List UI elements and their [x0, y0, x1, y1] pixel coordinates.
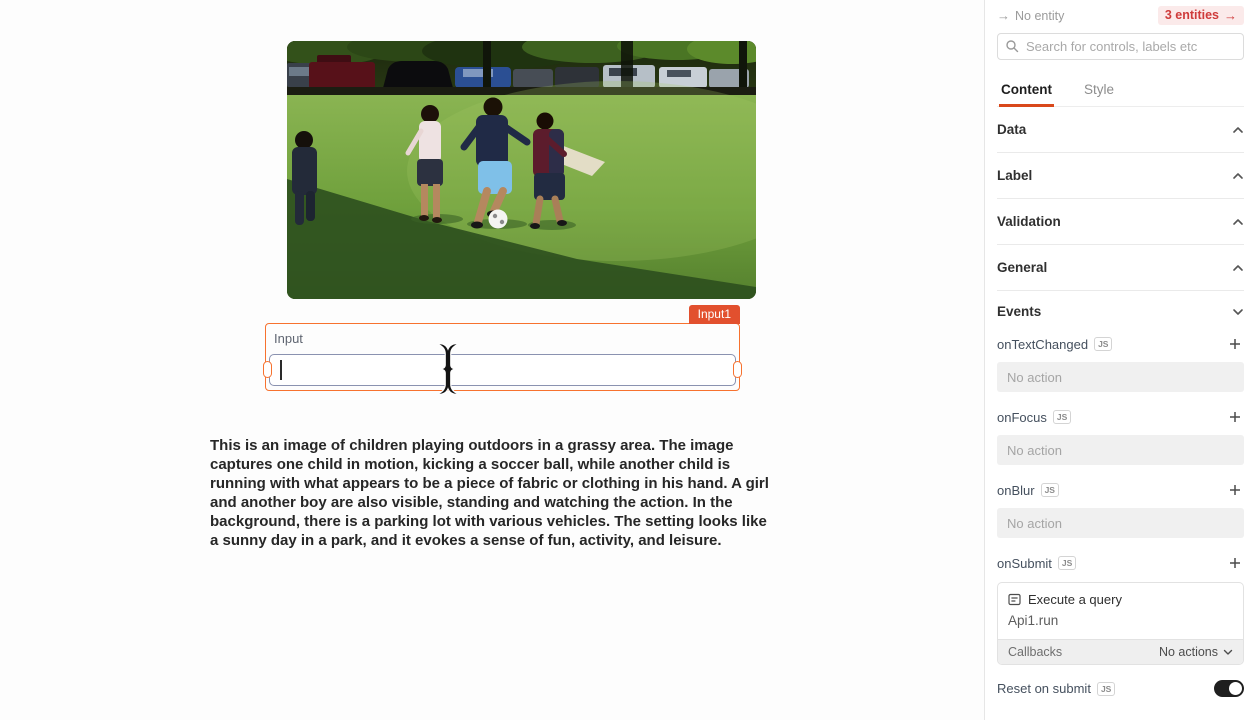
plus-icon — [1229, 338, 1241, 350]
ibeam-cursor-icon — [430, 341, 466, 397]
section-validation[interactable]: Validation — [997, 199, 1244, 245]
event-label: onFocus — [997, 409, 1047, 425]
event-onsubmit — [997, 554, 1244, 572]
js-badge[interactable]: JS — [1097, 682, 1115, 696]
text-input-field[interactable] — [269, 354, 736, 386]
section-data[interactable]: Data — [997, 107, 1244, 153]
text-caret — [280, 360, 282, 380]
event-label: onTextChanged — [997, 336, 1089, 352]
event-onfocus — [997, 408, 1244, 426]
widget-name-tag[interactable]: Input1 — [689, 305, 740, 324]
reset-on-submit-row — [997, 680, 1244, 697]
resize-handle-left[interactable] — [263, 361, 272, 378]
ontextchanged-no-action[interactable]: No action — [997, 362, 1244, 392]
entities-count-label: 3 entities — [1164, 8, 1219, 22]
no-entity-link[interactable] — [997, 9, 1064, 23]
no-entity-label: No entity — [1015, 8, 1065, 23]
section-label[interactable]: Label — [997, 153, 1244, 199]
event-onblur — [997, 481, 1244, 499]
callbacks-label: Callbacks — [1008, 645, 1063, 659]
entities-count-link[interactable] — [1158, 6, 1244, 25]
callbacks-dropdown[interactable]: No actions — [1159, 645, 1233, 659]
plus-icon — [1229, 411, 1241, 423]
onfocus-no-action[interactable]: No action — [997, 435, 1244, 465]
resize-handle-right[interactable] — [733, 361, 742, 378]
event-ontextchanged — [997, 335, 1244, 353]
event-label: onSubmit — [997, 555, 1052, 571]
section-events[interactable]: Events — [997, 304, 1244, 319]
chevron-down-icon — [1232, 308, 1244, 316]
property-search — [997, 33, 1244, 60]
arrow-right-icon: → — [997, 8, 1010, 23]
toggle-knob — [1229, 682, 1242, 695]
search-icon — [1005, 39, 1019, 53]
photo-children-playing — [287, 41, 756, 299]
chevron-down-icon — [1223, 649, 1233, 656]
input-widget-label: Input — [274, 331, 303, 346]
onblur-no-action[interactable]: No action — [997, 508, 1244, 538]
chevron-up-icon — [1232, 264, 1244, 272]
event-label: onBlur — [997, 482, 1035, 498]
arrow-right-icon: → — [1224, 7, 1237, 23]
chevron-up-icon — [1232, 126, 1244, 134]
js-badge[interactable]: JS — [1041, 483, 1059, 497]
js-badge[interactable]: JS — [1058, 556, 1076, 570]
input-widget-selection[interactable] — [265, 307, 740, 391]
add-action-button[interactable] — [1226, 554, 1244, 572]
action-target-label: Api1.run — [1008, 613, 1059, 628]
tab-content[interactable]: Content — [1001, 76, 1052, 106]
js-badge[interactable]: JS — [1094, 337, 1112, 351]
action-type-label: Execute a query — [1028, 592, 1122, 607]
callbacks-row[interactable] — [998, 639, 1243, 664]
pane-tabs — [997, 76, 1244, 107]
section-general[interactable]: General — [997, 245, 1244, 291]
tab-style[interactable]: Style — [1084, 82, 1115, 97]
onsubmit-action-card[interactable] — [997, 582, 1244, 665]
image-description-text: This is an image of children playing outdoors in a grassy area. The image captures one child in motion, kicking a soccer ball, while another child is running with what appears to be a piece of fabric or clothing in his hand. A girl and another boy are also visible, standing and watching the action. In the background, there is a parking lot with various vehicles. The setting looks like a sunny day in a park, and it evokes a sense of fun, activity, and leisure. — [210, 437, 769, 549]
reset-on-submit-label: Reset on submit — [997, 681, 1091, 696]
add-action-button[interactable] — [1226, 481, 1244, 499]
image-widget[interactable] — [287, 41, 756, 299]
plus-icon — [1229, 484, 1241, 496]
js-badge[interactable]: JS — [1053, 410, 1071, 424]
add-action-button[interactable] — [1226, 335, 1244, 353]
chevron-up-icon — [1232, 218, 1244, 226]
plus-icon — [1229, 557, 1241, 569]
entity-navigation — [997, 6, 1244, 25]
search-input[interactable] — [997, 33, 1244, 60]
property-pane — [984, 0, 1260, 720]
chevron-up-icon — [1232, 172, 1244, 180]
add-action-button[interactable] — [1226, 408, 1244, 426]
query-icon — [1008, 593, 1021, 606]
reset-on-submit-toggle[interactable] — [1214, 680, 1244, 697]
